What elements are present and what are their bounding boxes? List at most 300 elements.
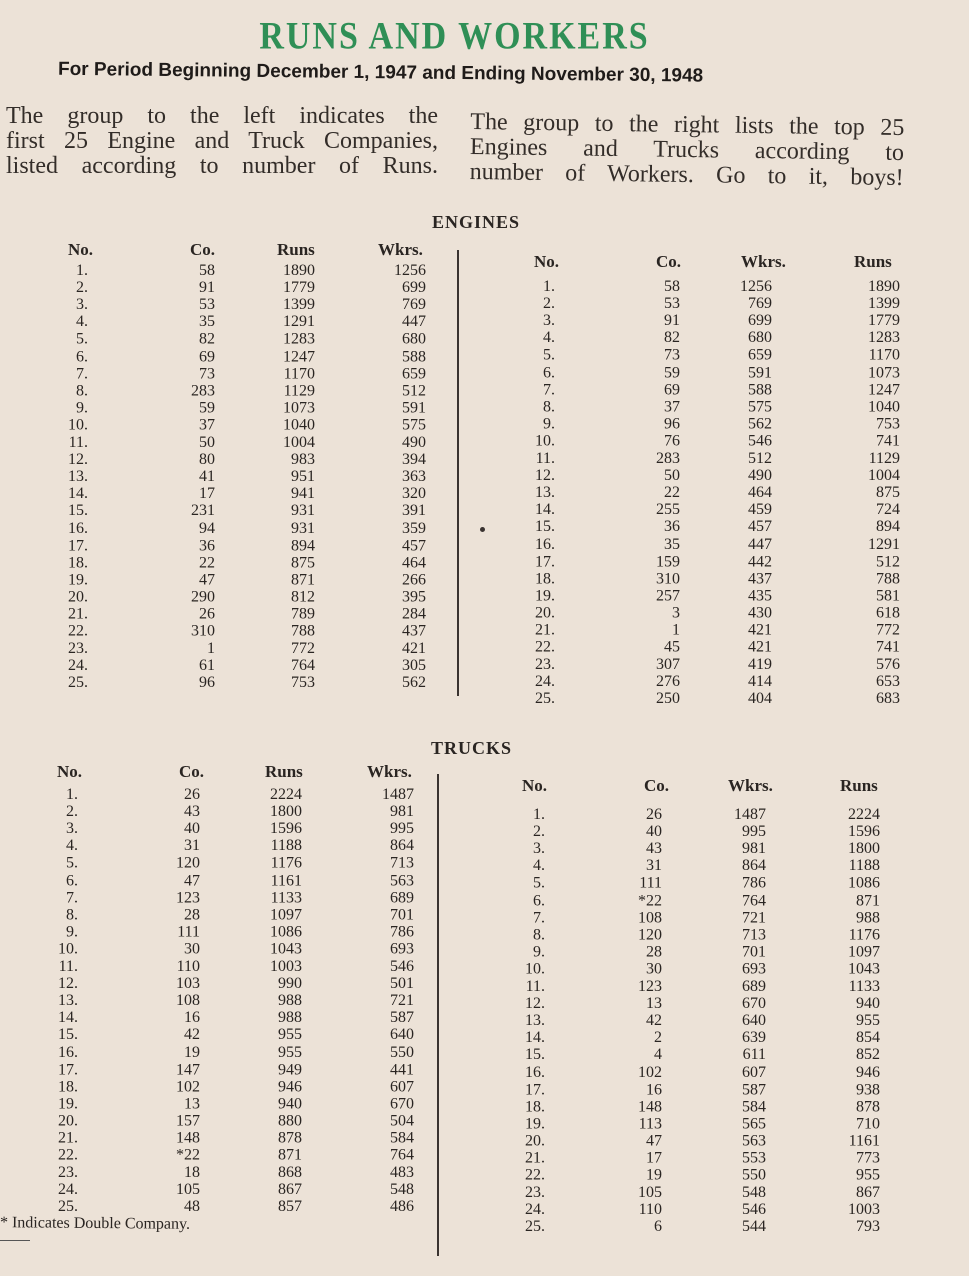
cell-co: 42 — [646, 1012, 662, 1030]
table-row — [30, 872, 430, 889]
cell-co: 111 — [639, 874, 662, 892]
cell-co: 96 — [199, 674, 215, 692]
cell-co: 73 — [664, 346, 680, 364]
cell-co: 250 — [656, 690, 680, 708]
cell-no: 19. — [58, 1095, 78, 1113]
cell-no: 20. — [58, 1112, 78, 1130]
cell-co: 76 — [664, 432, 680, 450]
cell-c4: 512 — [402, 382, 426, 400]
column-header: Co. — [644, 776, 670, 795]
table-row — [30, 1027, 430, 1044]
column-header: Co. — [190, 240, 216, 259]
cell-co: 4 — [654, 1046, 662, 1064]
cell-c4: 659 — [402, 365, 426, 383]
cell-no: 16. — [535, 535, 555, 553]
cell-c3: 940 — [278, 1095, 302, 1113]
cell-no: 8. — [543, 398, 555, 416]
table-row — [30, 1181, 430, 1198]
cell-no: 24. — [535, 673, 555, 691]
cell-c3: 789 — [291, 605, 315, 623]
cell-no: 2. — [66, 803, 78, 821]
cell-c3: 867 — [278, 1181, 302, 1199]
column-header: Runs — [265, 762, 303, 781]
cell-no: 16. — [525, 1063, 545, 1081]
table-row — [500, 381, 910, 398]
cell-no: 8. — [533, 926, 545, 944]
column-header: Runs — [854, 252, 892, 271]
intro-right-line: Engines and Trucks according to — [469, 133, 905, 167]
cell-co: 231 — [191, 502, 215, 520]
table-row — [40, 674, 440, 691]
cell-c3: 941 — [291, 485, 315, 503]
cell-c3: 1004 — [283, 433, 315, 451]
cell-c4: 724 — [876, 501, 900, 519]
cell-co: 108 — [638, 909, 662, 927]
cell-c3: 988 — [278, 1009, 302, 1027]
table-row — [30, 975, 430, 992]
cell-co: 157 — [176, 1112, 200, 1130]
cell-c4: 1291 — [868, 535, 900, 553]
cell-co: 6 — [654, 1218, 662, 1236]
cell-c3: 550 — [742, 1166, 766, 1184]
table-row — [490, 875, 900, 892]
cell-no: 1. — [543, 278, 555, 295]
cell-co: 310 — [191, 622, 215, 640]
cell-c4: 981 — [390, 803, 414, 821]
cell-co: 310 — [656, 570, 680, 588]
cell-c3: 875 — [291, 554, 315, 572]
table-row — [500, 398, 910, 415]
cell-no: 13. — [535, 484, 555, 502]
table-row — [500, 347, 910, 364]
cell-no: 11. — [525, 977, 545, 995]
column-header: Wkrs. — [741, 252, 786, 271]
cell-co: 105 — [638, 1183, 662, 1201]
cell-c3: 442 — [748, 552, 772, 570]
cell-c3: 864 — [742, 857, 766, 875]
cell-co: 61 — [199, 657, 215, 675]
cell-c4: 581 — [876, 587, 900, 605]
cell-c4: 1043 — [848, 960, 880, 978]
table-row — [40, 296, 440, 313]
cell-c4: 710 — [856, 1115, 880, 1133]
cell-co: 147 — [176, 1060, 200, 1078]
table-row — [490, 806, 900, 823]
cell-c4: 607 — [390, 1078, 414, 1096]
cell-c4: 562 — [402, 674, 426, 692]
engines-by-runs-table — [40, 240, 440, 700]
page-title: RUNS AND WORKERS — [259, 15, 650, 58]
cell-c3: 639 — [742, 1029, 766, 1047]
cell-c4: 447 — [402, 313, 426, 331]
trucks-heading: TRUCKS — [431, 738, 513, 758]
table-row — [30, 1044, 430, 1061]
cell-no: 9. — [76, 399, 88, 417]
cell-co: 113 — [638, 1115, 662, 1133]
column-header: Runs — [277, 240, 315, 259]
cell-no: 16. — [68, 519, 88, 537]
column-header: No. — [522, 776, 548, 795]
cell-co: 290 — [191, 588, 215, 606]
table-row — [30, 803, 430, 820]
cell-no: 6. — [543, 363, 555, 381]
cell-co: 105 — [176, 1181, 200, 1199]
cell-no: 25. — [68, 674, 88, 692]
cell-no: 2. — [76, 279, 88, 297]
cell-co: 108 — [176, 992, 200, 1010]
cell-co: *22 — [176, 1146, 200, 1164]
cell-c3: 981 — [742, 840, 766, 858]
table-row — [500, 570, 910, 587]
cell-no: 13. — [58, 992, 78, 1010]
cell-no: 25. — [525, 1218, 545, 1236]
engines-by-workers-table — [500, 252, 910, 712]
cell-c4: 563 — [390, 871, 414, 889]
cell-no: 3. — [543, 312, 555, 330]
table-row — [500, 484, 910, 501]
table-row — [30, 1198, 430, 1215]
table-row — [40, 640, 440, 657]
cell-no: 8. — [76, 382, 88, 400]
table-row — [490, 1098, 900, 1115]
table-row — [490, 1150, 900, 1167]
cell-c3: 769 — [748, 295, 772, 313]
cell-co: 47 — [646, 1132, 662, 1150]
cell-no: 11. — [535, 449, 555, 467]
cell-co: 42 — [184, 1026, 200, 1044]
cell-no: 21. — [68, 605, 88, 623]
cell-c4: 773 — [856, 1149, 880, 1167]
cell-no: 20. — [525, 1132, 545, 1150]
cell-co: 58 — [199, 262, 215, 279]
cell-co: 91 — [664, 312, 680, 330]
cell-c3: 753 — [291, 674, 315, 692]
trucks-divider — [437, 774, 439, 1256]
cell-no: 1. — [66, 786, 78, 803]
cell-co: 28 — [646, 943, 662, 961]
table-row — [40, 623, 440, 640]
cell-c4: 946 — [856, 1063, 880, 1081]
table-row — [30, 906, 430, 923]
cell-co: 45 — [664, 638, 680, 656]
table-row — [490, 1081, 900, 1098]
cell-no: 7. — [76, 365, 88, 383]
cell-c4: 1161 — [848, 1132, 880, 1150]
cell-c3: 1003 — [270, 957, 302, 975]
cell-c3: 419 — [748, 655, 772, 673]
cell-c3: 1129 — [283, 382, 315, 400]
cell-co: 80 — [199, 450, 215, 468]
table-row — [40, 520, 440, 537]
cell-c4: 701 — [390, 906, 414, 924]
cell-no: 5. — [533, 874, 545, 892]
cell-no: 14. — [525, 1029, 545, 1047]
cell-c4: 670 — [390, 1095, 414, 1113]
table-row — [40, 468, 440, 485]
cell-c4: 457 — [402, 536, 426, 554]
cell-co: 47 — [199, 571, 215, 589]
cell-c3: 565 — [742, 1115, 766, 1133]
cell-co: 1 — [207, 639, 215, 657]
cell-no: 5. — [66, 854, 78, 872]
cell-c3: 404 — [748, 690, 772, 708]
table-row — [40, 606, 440, 623]
intro-left-line: listed according to number of Runs. — [6, 153, 438, 179]
table-row — [490, 840, 900, 857]
table-row — [40, 348, 440, 365]
cell-co: 73 — [199, 365, 215, 383]
cell-co: 96 — [664, 415, 680, 433]
cell-c3: 437 — [748, 570, 772, 588]
intro-right-line: The group to the right lists the top 25 — [470, 108, 905, 142]
cell-co: 276 — [656, 673, 680, 691]
table-row — [30, 786, 430, 803]
cell-c4: 871 — [856, 891, 880, 909]
footnote-rule — [0, 1240, 30, 1241]
cell-no: 23. — [58, 1163, 78, 1181]
column-header: Runs — [840, 776, 878, 795]
table-row — [30, 1061, 430, 1078]
cell-c3: 1073 — [283, 399, 315, 417]
cell-co: 58 — [664, 278, 680, 295]
cell-c3: 1133 — [270, 889, 302, 907]
cell-c4: 940 — [856, 994, 880, 1012]
table-row — [490, 1115, 900, 1132]
cell-c3: 548 — [742, 1183, 766, 1201]
table-row — [40, 537, 440, 554]
intro-left-line: The group to the left indicates the — [6, 103, 438, 129]
column-header: No. — [534, 252, 560, 271]
cell-c3: 1040 — [283, 416, 315, 434]
cell-c3: 689 — [742, 977, 766, 995]
cell-c4: 699 — [402, 279, 426, 297]
cell-c4: 653 — [876, 673, 900, 691]
cell-no: 3. — [76, 296, 88, 314]
column-header: No. — [68, 240, 94, 259]
table-row — [500, 690, 910, 707]
cell-no: 25. — [535, 690, 555, 708]
cell-c3: 640 — [742, 1012, 766, 1030]
table-row — [30, 1009, 430, 1026]
table-row — [500, 519, 910, 536]
cell-co: 36 — [664, 518, 680, 536]
table-row — [500, 553, 910, 570]
cell-c4: 772 — [876, 621, 900, 639]
cell-c4: 305 — [402, 657, 426, 675]
table-row — [490, 892, 900, 909]
cell-c4: 421 — [402, 639, 426, 657]
cell-co: 120 — [638, 926, 662, 944]
table-row — [490, 961, 900, 978]
cell-co: 26 — [199, 605, 215, 623]
cell-co: 26 — [646, 806, 662, 823]
cell-c4: 1073 — [868, 363, 900, 381]
table-row — [500, 312, 910, 329]
table-row — [500, 330, 910, 347]
cell-c3: 430 — [748, 604, 772, 622]
cell-co: 35 — [199, 313, 215, 331]
cell-c3: 880 — [278, 1112, 302, 1130]
cell-c3: 584 — [742, 1098, 766, 1116]
cell-c4: 437 — [402, 622, 426, 640]
cell-no: 2. — [543, 295, 555, 313]
table-row — [500, 536, 910, 553]
cell-no: 25. — [58, 1198, 78, 1216]
cell-c3: 562 — [748, 415, 772, 433]
cell-co: 53 — [199, 296, 215, 314]
column-header: Co. — [179, 762, 205, 781]
cell-no: 6. — [66, 871, 78, 889]
cell-co: 148 — [176, 1129, 200, 1147]
cell-co: 69 — [199, 347, 215, 365]
cell-c4: 988 — [856, 909, 880, 927]
table-row — [500, 433, 910, 450]
cell-co: 31 — [184, 837, 200, 855]
cell-no: 1. — [76, 262, 88, 279]
cell-no: 19. — [525, 1115, 545, 1133]
cell-c3: 955 — [278, 1043, 302, 1061]
cell-c4: 1779 — [868, 312, 900, 330]
cell-c4: 1176 — [848, 926, 880, 944]
cell-co: 120 — [176, 854, 200, 872]
cell-co: 59 — [199, 399, 215, 417]
cell-c4: 786 — [390, 923, 414, 941]
intro-right-line: number of Workers. Go to it, boys! — [469, 158, 904, 192]
cell-no: 21. — [58, 1129, 78, 1147]
table-row — [40, 417, 440, 434]
table-row — [500, 364, 910, 381]
cell-no: 7. — [66, 889, 78, 907]
cell-co: 148 — [638, 1098, 662, 1116]
cell-c3: 587 — [742, 1080, 766, 1098]
cell-c3: 1188 — [270, 837, 302, 855]
table-row — [40, 554, 440, 571]
cell-c4: 576 — [876, 655, 900, 673]
cell-c3: 591 — [748, 363, 772, 381]
table-row — [30, 958, 430, 975]
cell-co: 13 — [184, 1095, 200, 1113]
cell-c3: 988 — [278, 992, 302, 1010]
table-row — [30, 1130, 430, 1147]
cell-co: 16 — [646, 1080, 662, 1098]
cell-co: 307 — [656, 655, 680, 673]
cell-c4: 504 — [390, 1112, 414, 1130]
cell-c3: 1800 — [270, 803, 302, 821]
table-row — [490, 943, 900, 960]
table-row — [40, 503, 440, 520]
cell-co: 123 — [176, 889, 200, 907]
cell-c3: 512 — [748, 449, 772, 467]
cell-no: 21. — [525, 1149, 545, 1167]
cell-co: 257 — [656, 587, 680, 605]
cell-c3: 553 — [742, 1149, 766, 1167]
table-row — [490, 1167, 900, 1184]
cell-no: 17. — [535, 552, 555, 570]
cell-co: 26 — [184, 786, 200, 803]
cell-no: 24. — [58, 1181, 78, 1199]
cell-co: 82 — [199, 330, 215, 348]
cell-c4: 955 — [856, 1012, 880, 1030]
cell-c3: 1097 — [270, 906, 302, 924]
table-row — [490, 909, 900, 926]
cell-c3: 871 — [291, 571, 315, 589]
table-row — [30, 820, 430, 837]
cell-c4: 266 — [402, 571, 426, 589]
cell-no: 17. — [58, 1060, 78, 1078]
cell-no: 10. — [58, 940, 78, 958]
table-row — [40, 434, 440, 451]
cell-c4: 486 — [390, 1198, 414, 1216]
cell-co: 41 — [199, 468, 215, 486]
cell-co: 69 — [664, 381, 680, 399]
cell-c3: 2224 — [270, 786, 302, 803]
cell-co: 17 — [646, 1149, 662, 1167]
cell-c3: 421 — [748, 638, 772, 656]
cell-c3: 607 — [742, 1063, 766, 1081]
cell-no: 16. — [58, 1043, 78, 1061]
cell-co: 255 — [656, 501, 680, 519]
cell-no: 6. — [533, 891, 545, 909]
cell-no: 12. — [535, 466, 555, 484]
table-row — [40, 382, 440, 399]
cell-c3: 546 — [742, 1201, 766, 1219]
cell-c4: 1086 — [848, 874, 880, 892]
table-row — [490, 1012, 900, 1029]
cell-no: 9. — [543, 415, 555, 433]
table-row — [40, 485, 440, 502]
cell-c4: 1170 — [868, 346, 900, 364]
cell-c4: 788 — [876, 570, 900, 588]
cell-c4: 1256 — [394, 262, 426, 279]
table-row — [30, 1112, 430, 1129]
cell-c4: 395 — [402, 588, 426, 606]
cell-c3: 588 — [748, 381, 772, 399]
cell-c3: 1170 — [283, 365, 315, 383]
cell-c3: 857 — [278, 1198, 302, 1216]
cell-c4: 1188 — [848, 857, 880, 875]
table-row — [500, 278, 910, 295]
cell-c4: 1596 — [848, 823, 880, 841]
cell-no: 3. — [533, 840, 545, 858]
cell-c4: 955 — [856, 1166, 880, 1184]
cell-c3: 1161 — [270, 871, 302, 889]
cell-c3: 812 — [291, 588, 315, 606]
cell-c3: 721 — [742, 909, 766, 927]
table-row — [500, 467, 910, 484]
cell-co: 159 — [656, 552, 680, 570]
cell-c4: 548 — [390, 1181, 414, 1199]
cell-c4: 680 — [402, 330, 426, 348]
cell-co: 110 — [176, 957, 200, 975]
table-row — [500, 501, 910, 518]
cell-c4: 512 — [876, 552, 900, 570]
cell-c3: 459 — [748, 501, 772, 519]
cell-c3: 946 — [278, 1078, 302, 1096]
table-row — [40, 588, 440, 605]
cell-no: 12. — [58, 974, 78, 992]
cell-c4: 320 — [402, 485, 426, 503]
cell-no: 18. — [535, 570, 555, 588]
cell-c3: 1256 — [740, 278, 772, 295]
cell-c4: 441 — [390, 1060, 414, 1078]
cell-no: 18. — [58, 1078, 78, 1096]
table-row — [500, 622, 910, 639]
cell-c4: 394 — [402, 450, 426, 468]
cell-no: 9. — [66, 923, 78, 941]
cell-c3: 1890 — [283, 262, 315, 279]
cell-c4: 1800 — [848, 840, 880, 858]
cell-co: 103 — [176, 974, 200, 992]
